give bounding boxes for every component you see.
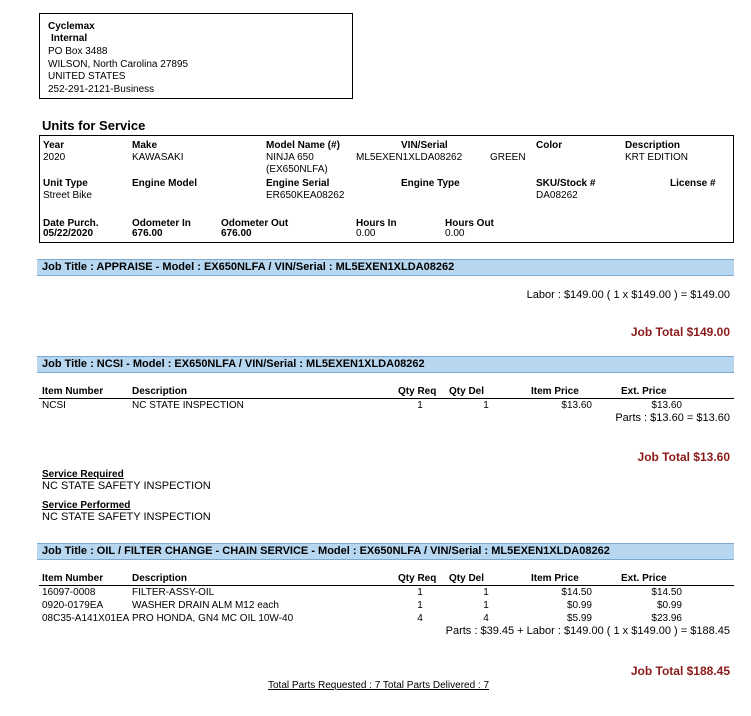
table-header-rule	[39, 585, 734, 586]
item-ext-price: $23.96	[651, 613, 682, 624]
item-description: WASHER DRAIN ALM M12 each	[132, 600, 279, 611]
item-number: NCSI	[42, 400, 66, 411]
item-price: $0.99	[566, 600, 592, 611]
item-qty-del: 1	[483, 400, 489, 411]
color-label: Color	[536, 140, 563, 151]
item-ext-price: $0.99	[656, 600, 682, 611]
item-number: 0920-0179EA	[42, 600, 104, 611]
col-item-price: Item Price	[531, 386, 579, 397]
col-description: Description	[132, 386, 188, 397]
vin-label: VIN/Serial	[401, 140, 448, 151]
odometer-out-label: Odometer Out	[221, 218, 289, 229]
labor-line: Labor : $149.00 ( 1 x $149.00 ) = $149.00	[526, 289, 730, 301]
item-price: $13.60	[561, 400, 592, 411]
date-purch-label: Date Purch.	[43, 218, 99, 229]
unit-type-label: Unit Type	[43, 178, 88, 189]
license-label: License #	[670, 178, 716, 189]
date-purch-value: 05/22/2020	[43, 228, 94, 239]
odometer-in-value: 676.00	[132, 228, 163, 239]
odometer-out-value: 676.00	[221, 228, 252, 239]
item-qty-req: 1	[417, 400, 423, 411]
item-qty-del: 1	[483, 600, 489, 611]
job-title-bar: Job Title : NCSI - Model : EX650NLFA / VIN/Serial : ML5EXEN1XLDA08262	[37, 356, 734, 373]
sku-value: DA08262	[536, 190, 578, 201]
units-title: Units for Service	[42, 118, 146, 133]
service-performed-text: NC STATE SAFETY INSPECTION	[42, 511, 211, 523]
dealer-address1: PO Box 3488	[48, 46, 108, 57]
item-ext-price: $13.60	[651, 400, 682, 411]
engine-serial-value: ER650KEA08262	[266, 190, 345, 201]
item-price: $5.99	[566, 613, 592, 624]
item-number: 08C35-A141X01EA	[42, 613, 130, 624]
engine-type-label: Engine Type	[401, 178, 460, 189]
engine-serial-label: Engine Serial	[266, 178, 330, 189]
item-price: $14.50	[561, 587, 592, 598]
col-qty-del: Qty Del	[449, 573, 485, 584]
hours-out-label: Hours Out	[445, 218, 494, 229]
description-value: KRT EDITION	[625, 152, 688, 163]
col-item-price: Item Price	[531, 573, 579, 584]
item-description: FILTER-ASSY-OIL	[132, 587, 215, 598]
color-value: GREEN	[490, 152, 526, 163]
odometer-in-label: Odometer In	[132, 218, 191, 229]
item-qty-del: 1	[483, 587, 489, 598]
hours-in-label: Hours In	[356, 218, 397, 229]
dealer-country: UNITED STATES	[48, 71, 126, 82]
job-title-bar: Job Title : OIL / FILTER CHANGE - CHAIN SERVICE - Model : EX650NLFA / VIN/Serial : ML5EXEN1XLDA08262	[37, 543, 734, 560]
service-required-text: NC STATE SAFETY INSPECTION	[42, 480, 211, 492]
parts-line: Parts : $13.60 = $13.60	[615, 412, 730, 424]
item-description: PRO HONDA, GN4 MC OIL 10W-40	[132, 613, 294, 624]
job-total: Job Total $188.45	[630, 664, 730, 678]
item-number: 16097-0008	[42, 587, 96, 598]
engine-model-label: Engine Model	[132, 178, 197, 189]
col-qty-req: Qty Req	[398, 386, 437, 397]
item-qty-req: 1	[417, 587, 423, 598]
col-description: Description	[132, 573, 188, 584]
dealer-address2: WILSON, North Carolina 27895	[48, 59, 189, 70]
item-qty-req: 4	[417, 613, 423, 624]
parts-labor-line: Parts : $39.45 + Labor : $149.00 ( 1 x $149.00 ) = $188.45	[445, 625, 730, 637]
col-qty-req: Qty Req	[398, 573, 437, 584]
table-header-rule	[39, 398, 734, 399]
description-label: Description	[625, 140, 681, 151]
make-label: Make	[132, 140, 158, 151]
make-value: KAWASAKI	[132, 152, 184, 163]
model-name-label: Model Name (#)	[266, 140, 340, 151]
sku-label: SKU/Stock #	[536, 178, 596, 189]
year-value: 2020	[43, 152, 66, 163]
item-qty-req: 1	[417, 600, 423, 611]
item-description: NC STATE INSPECTION	[132, 400, 244, 411]
col-ext-price: Ext. Price	[621, 573, 667, 584]
job-total: Job Total $13.60	[637, 450, 730, 464]
hours-in-value: 0.00	[356, 228, 376, 239]
dealer-info-box	[39, 13, 353, 99]
parts-summary: Total Parts Requested : 7 Total Parts Delivered : 7	[268, 680, 490, 691]
item-ext-price: $14.50	[651, 587, 682, 598]
vin-value: ML5EXEN1XLDA08262	[356, 152, 463, 163]
model-value-line1: NINJA 650	[266, 152, 314, 163]
dealer-phone: 252-291-2121-Business	[48, 84, 155, 95]
col-item-number: Item Number	[42, 573, 104, 584]
model-value-line2: (EX650NLFA)	[266, 164, 328, 175]
unit-type-value: Street Bike	[43, 190, 92, 201]
dealer-name: Cyclemax	[48, 21, 95, 32]
dealer-name-line2: Internal	[51, 33, 88, 44]
year-label: Year	[43, 140, 65, 151]
hours-out-value: 0.00	[445, 228, 465, 239]
col-qty-del: Qty Del	[449, 386, 485, 397]
job-title-bar: Job Title : APPRAISE - Model : EX650NLFA / VIN/Serial : ML5EXEN1XLDA08262	[37, 259, 734, 276]
col-item-number: Item Number	[42, 386, 104, 397]
units-box	[39, 135, 734, 243]
item-qty-del: 4	[483, 613, 489, 624]
col-ext-price: Ext. Price	[621, 386, 667, 397]
job-total: Job Total $149.00	[630, 325, 730, 339]
service-performed-label: Service Performed	[42, 500, 131, 511]
service-required-label: Service Required	[42, 469, 124, 480]
